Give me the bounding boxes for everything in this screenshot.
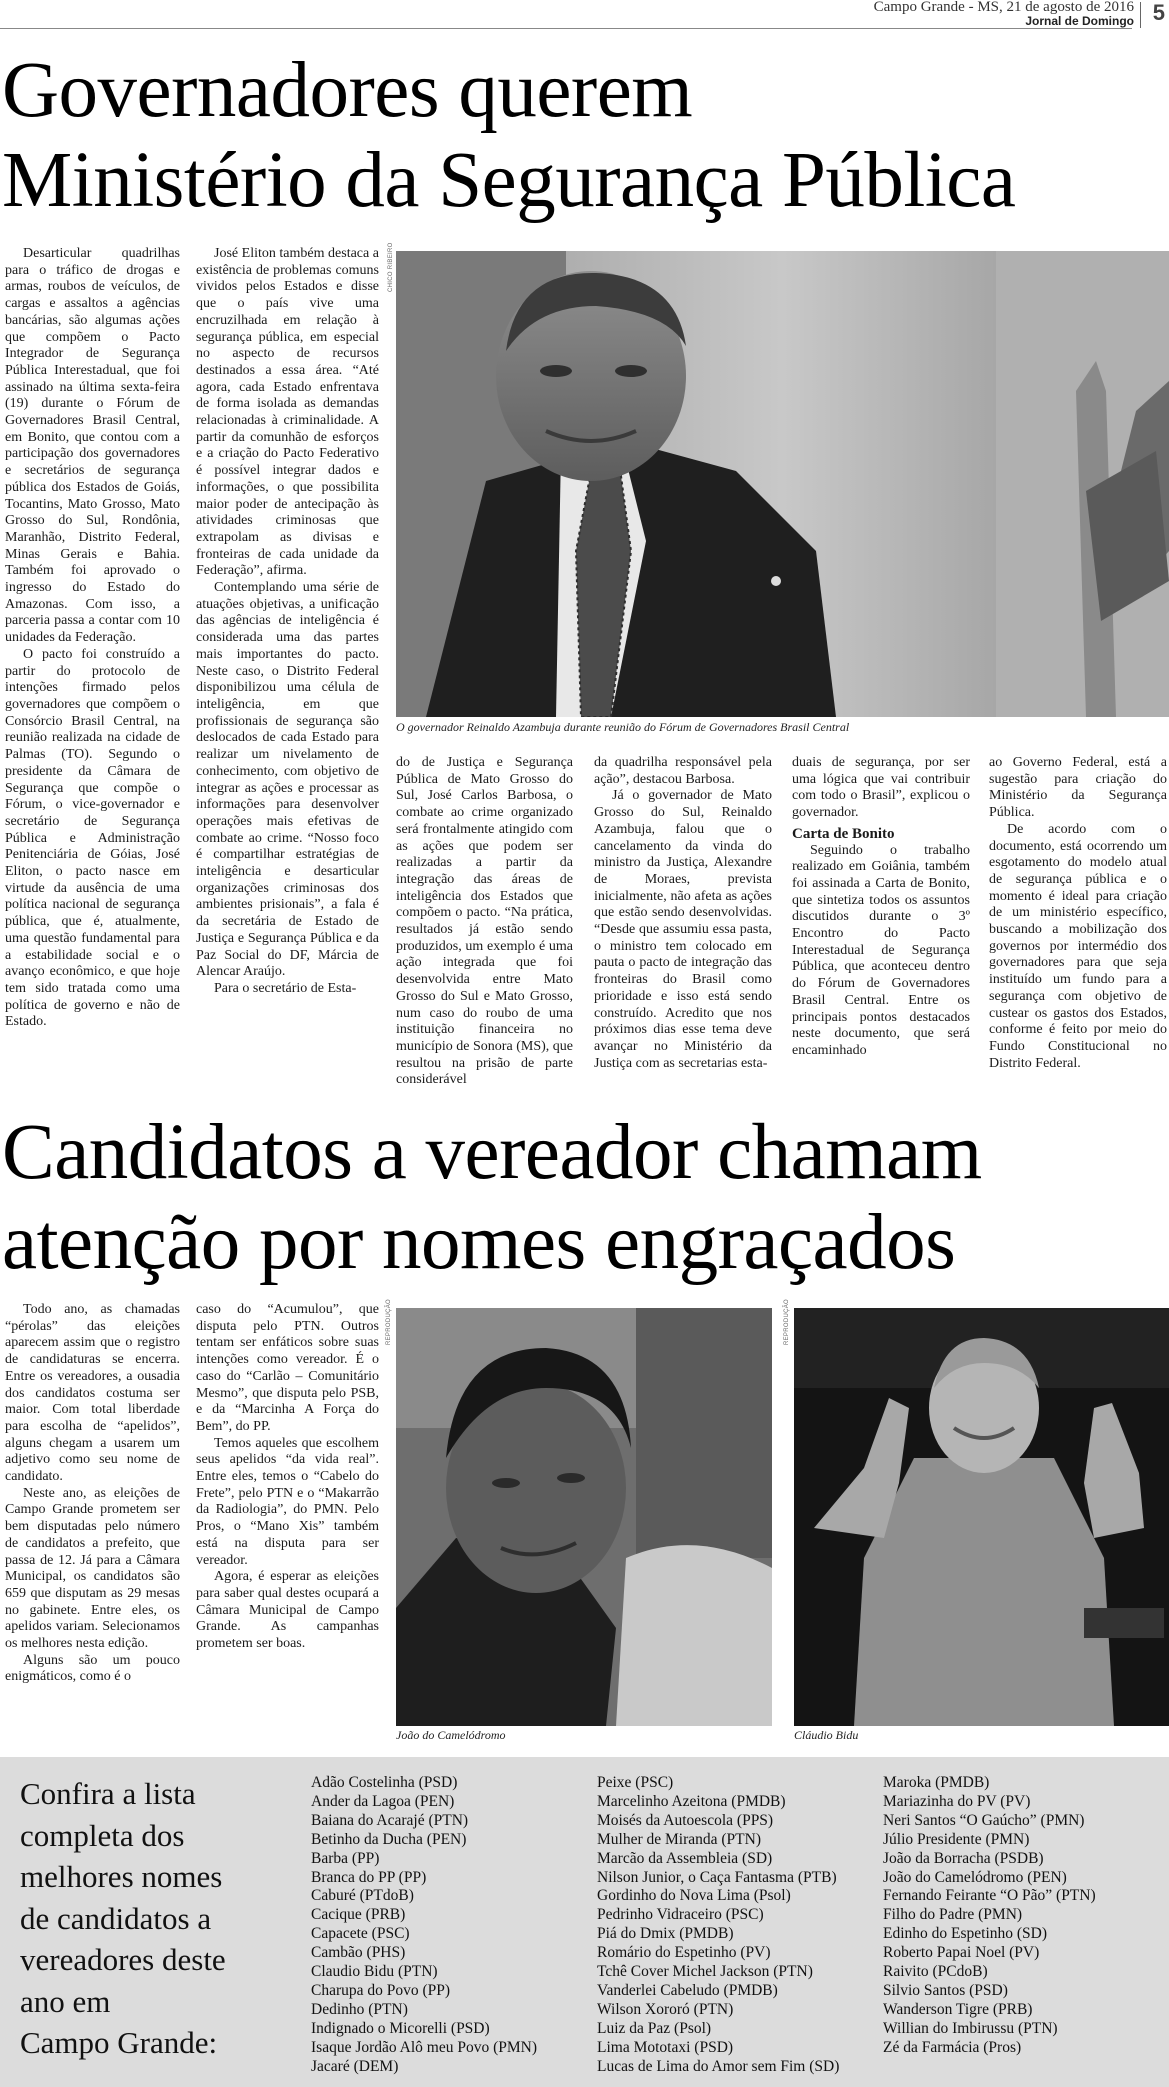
page-number-divider (1140, 2, 1141, 28)
story2-headline-line1: Candidatos a vereador chamam (2, 1109, 982, 1196)
paragraph: do de Justiça e Segurança Pública de Mato Grosso do Sul, José Carlos Barbosa, o combate ao crime organizado será frontalmente atingido com as ações que podem ser realizadas a partir da integração das áreas de inteligência dos Estados que compõem o pacto. “Na prática, resultados já estão sendo produzidos, um exemplo é uma ação integrada que foi desenvolvida entre Mato Grosso do Sul e Mato Grosso, num caso do roubo de uma instituição financeira no município de Sonora (MS), que resultou na prisão de parte considerável (396, 755, 573, 1088)
candidate-list-item: Zé da Farmácia (Pros) (883, 2038, 1022, 2056)
candidate-list-item: Ander da Lagoa (PEN) (311, 1792, 455, 1810)
candidate-list-item: Capacete (PSC) (311, 1925, 410, 1943)
candidate-list-item: Piá do Dmix (PMDB) (597, 1925, 734, 1943)
story2-column-1 (5, 1302, 180, 1686)
candidate-list-item: Willian do Imbirussu (PTN) (883, 2019, 1058, 2037)
paragraph: duais de segurança, por ser uma lógica que vai contribuir com todo o Brasil”, explicou o governador. (792, 755, 970, 821)
candidate-list-item: Nilson Junior, o Caça Fantasma (PTB) (597, 1868, 837, 1886)
candidate-list-item: Wanderson Tigre (PRB) (883, 2000, 1033, 2018)
candidate-list-item: João da Borracha (PSDB) (883, 1849, 1044, 1867)
story2-photo2-credit: REPRODUÇÃO (784, 1298, 790, 1345)
list-intro-line: ano em (20, 1983, 111, 2019)
candidate-list-item: Mariazinha do PV (PV) (883, 1792, 1031, 1810)
story1-headline-line2: Ministério da Segurança Pública (2, 137, 1016, 224)
paragraph: Seguindo o trabalho realizado em Goiânia, também foi assinada a Carta de Bonito, que sintetiza todos os assuntos discutidos durante o 3º Encontro do Pacto Interestadual de Segurança Pública, que aconteceu dentro do Fórum de Governadores Brasil Central. Entre os principais pontos destacados neste documento, que será encaminhado (792, 842, 970, 1058)
paragraph: De acordo com o documento, está ocorrendo um esgotamento do modelo atual de segurança pública e o momento é ideal para criação de um ministério específico, buscando a mobilização dos governos por intermédio dos governadores para que seja instituído um fundo para a segurança com objetivo de custear os gastos dos Estados, conforme é feito por meio do Fundo Constitucional no Distrito Federal. (989, 821, 1167, 1071)
candidate-list-item: Tchê Cover Michel Jackson (PTN) (597, 1963, 813, 1981)
paragraph: da quadrilha responsável pela ação”, destacou Barbosa. (594, 755, 772, 787)
candidate-list-item: Filho do Padre (PMN) (883, 1906, 1023, 1924)
paragraph: Desarticular quadrilhas para o tráfico de drogas e armas, roubos de veículos, de cargas e assaltos a agências bancárias, são algumas ações que compõem o Pacto Integrador de Segurança Pública Interestadual, que foi assinado na última sexta-feira (19) durante o Fórum de Governadores Brasil Central, em Bonito, que contou com a participação dos governadores e secretários de segurança pública dos Estados de Goiás, Tocantins, Mato Grosso, Mato Grosso do Sul, Rondônia, Maranhão, Distrito Federal, Minas Gerais e Bahia. Também foi aprovado o ingresso do Estado do Amazonas. Com isso, a parceria passa a contar com 10 unidades da Federação. (5, 246, 180, 646)
story1-column-3 (396, 755, 573, 1089)
paragraph: O pacto foi construído a partir do protocolo de intenções firmado pelos governadores que compõem o Consórcio Brasil Central, na reunião realizada na cidade de Palmas (TO). Segundo o presidente da Câmara de Segurança que compõe o Fórum, o vice-governador e secretário de Segurança Pública e Administração Penitenciária de Góias, José Eliton, o pacto nasce em virtude da ausência de uma política nacional de segurança pública, que é, atualmente, uma questão fundamental para a estabilidade social e o avanço econômico, e que hoje tem sido tratada como uma política de governo e não de Estado. (5, 646, 180, 1030)
list-intro-line: de candidatos a (20, 1900, 212, 1936)
candidate-list-item: Barba (PP) (311, 1849, 380, 1867)
story2-column-2 (196, 1302, 379, 1653)
candidate-list-item: Romário do Espetinho (PV) (597, 1944, 771, 1962)
candidate-list-item: Maroka (PMDB) (883, 1774, 990, 1791)
story1-column-6 (989, 755, 1167, 1072)
claudio-bidu-photo (794, 1308, 1169, 1726)
story1-headline (2, 46, 1162, 226)
paragraph: Para o secretário de Esta- (214, 980, 357, 996)
story2-headline-line2: atenção por nomes engraçados (2, 1199, 956, 1286)
story2-photo1-caption: João do Camelódromo (396, 1728, 506, 1742)
candidate-list-item: Mulher de Miranda (PTN) (597, 1830, 761, 1848)
story1-column-4 (594, 755, 772, 1072)
candidate-list-item: Indignado o Micorelli (PSD) (311, 2019, 490, 2037)
paragraph: ao Governo Federal, está a sugestão para criação do Ministério da Segurança Pública. (989, 755, 1167, 821)
page-number: 5 (1152, 0, 1165, 25)
story2-headline (2, 1108, 1162, 1288)
candidate-list-item: Jacaré (DEM) (311, 2057, 399, 2075)
story1-photo-caption: O governador Reinaldo Azambuja durante reunião do Fórum de Governadores Brasil Central (396, 720, 850, 734)
candidate-list-item: Neri Santos “O Gaúcho” (PMN) (883, 1811, 1085, 1829)
story2-photo1-credit: REPRODUÇÃO (386, 1298, 392, 1345)
joao-photo-image (396, 1308, 772, 1726)
candidate-list-item: Isaque Jordão Alô meu Povo (PMN) (311, 2038, 538, 2056)
story1-photo-credit: CHICO RIBEIRO (388, 242, 394, 292)
list-intro-line: vereadores deste (20, 1942, 226, 1977)
candidates-list-box (0, 1757, 1169, 2087)
candidate-list-item: Moisés da Autoescola (PPS) (597, 1811, 774, 1829)
paragraph: Alguns são um pouco enigmáticos, como é o (5, 1652, 180, 1685)
candidate-list-item: Edinho do Espetinho (SD) (883, 1925, 1048, 1943)
dateline: Campo Grande - MS, 21 de agosto de 2016 (873, 0, 1134, 15)
joao-do-camelodromo-photo (396, 1308, 772, 1726)
paragraph: Já o governador de Mato Grosso do Sul, Reinaldo Azambuja, falou que o cancelamento da vinda do ministro da Justiça, Alexandre de Moraes, prevista inicialmente, não afeta as ações que estão sendo desenvolvidas. “Desde que assumiu essa pasta, o ministro tem colocado em pauta o pacto de integração das fronteiras do Brasil como prioridade e isso está sendo construído. Acredito que nos próximos dias esse tema deve avançar no Ministério da Justiça com as secretarias esta- (594, 788, 772, 1071)
candidate-list-item: Betinho da Ducha (PEN) (311, 1830, 467, 1848)
candidate-list-item: Raivito (PCdoB) (883, 1963, 988, 1981)
paragraph: Contemplando uma série de atuações objetivas, a unificação das agências de inteligência é considerada uma das partes mais importantes do pacto. Neste caso, o Distrito Federal disponibilizou uma célula de inteligência, em que profissionais de segurança são deslocados de cada Estado para realizar um nivelamento de conhecimento, com objetivo de integrar as ações e processar as informações para desenvolver operações mais efetivas de combate ao crime. “Nosso foco é compartilhar estratégias de inteligência e desarticular organizações criminosas dos ambientes prisionais”, a fala é da secretária de Estado de Justiça e Segurança Pública e da Paz Social do DF, Márcia de Alencar Araújo. (196, 580, 379, 980)
candidate-list-item: Claudio Bidu (PTN) (311, 1963, 438, 1981)
candidate-list-item: Cacique (PRB) (311, 1906, 406, 1924)
story1-headline-line1: Governadores querem (2, 47, 693, 134)
candidate-list-item: Wilson Xororó (PTN) (597, 2000, 734, 2018)
candidate-list-item: Vanderlei Cabeludo (PMDB) (597, 1981, 778, 1999)
claudio-photo-image (794, 1308, 1169, 1726)
story1-column-2 (196, 246, 379, 998)
candidate-list-item: Fernando Feirante “O Pão” (PTN) (883, 1887, 1096, 1905)
list-intro-line: Confira a lista (20, 1776, 196, 1811)
story2-photo2-caption: Cláudio Bidu (794, 1728, 859, 1742)
candidates-list-column-3 (883, 1774, 1169, 2058)
newspaper-name: Jornal de Domingo (1025, 14, 1134, 28)
paragraph: Todo ano, as chamadas “pérolas” das eleições aparecem assim que o registro de candidaturas se encerra. Entre os vereadores, a ousadia dos candidatos costuma ser maior. Com total liberdade para escolha de “apelidos”, alguns chegam a usarem um adjetivo como seu nome de candidato. (5, 1302, 180, 1485)
paragraph: José Eliton também destaca a existência de problemas comuns vividos pelos Estados e disse que o país vive uma encruzilhada em relação à segurança pública, em especial no aspecto de recursos destinados a essa área. “Até agora, cada Estado enfrentava de forma isolada as demandas relacionadas à criminalidade. A partir da comunhão de esforços e a criação do Pacto Federativo é possível integrar dados e informações, o que possibilita maior poder de antecipação às atividades criminosas que extrapolam as divisas e fronteiras de cada unidade da Federação”, afirma. (196, 246, 379, 579)
candidate-list-item: Adão Costelinha (PSD) (311, 1774, 458, 1791)
story1-column-5 (792, 755, 970, 1060)
list-intro (20, 1773, 280, 2064)
candidate-list-item: Júlio Presidente (PMN) (883, 1830, 1030, 1848)
candidate-list-item: Cambão (PHS) (311, 1944, 406, 1962)
carta-de-bonito-subheading: Carta de Bonito (792, 825, 895, 842)
story1-column-1 (5, 246, 180, 1031)
list-intro-line: completa dos (20, 1817, 185, 1853)
paragraph: Neste ano, as eleições de Campo Grande prometem ser bem disputadas pelo número de candidatos a prefeito, que passa de 12. Já para a Câmara Municipal, os candidatos são 659 que disputam as 29 mesas no gabinete. Entre eles, os apelidos variam. Selecionamos os melhores nesta edição. (5, 1485, 180, 1652)
header-rule (0, 28, 1132, 29)
governor-photo (396, 251, 1169, 717)
governor-photo-image (396, 251, 1169, 717)
candidate-list-item: Gordinho do Nova Lima (Psol) (597, 1887, 791, 1905)
candidate-list-item: Marcão da Assembleia (SD) (597, 1849, 773, 1867)
candidate-list-item: Silvio Santos (PSD) (883, 1981, 1008, 1999)
list-intro-line: Campo Grande: (20, 2025, 218, 2060)
candidate-list-item: Roberto Papai Noel (PV) (883, 1944, 1040, 1962)
candidates-list-column-2 (597, 1774, 887, 2077)
candidate-list-item: Luiz da Paz (Psol) (597, 2019, 712, 2037)
list-intro-line: melhores nomes (20, 1859, 223, 1894)
candidate-list-item: Lima Mototaxi (PSD) (597, 2038, 734, 2056)
candidate-list-item: Peixe (PSC) (597, 1774, 674, 1791)
paragraph: caso do “Acumulou”, que disputa pelo PTN. Outros tentam ser enfáticos sobre suas intenções como vereador. É o caso do “Carlão – Comunitário Mesmo”, que disputa pelo PSB, e da “Marcinha A Força do Bem”, do PP. (196, 1302, 379, 1434)
candidate-list-item: Dedinho (PTN) (311, 2000, 408, 2018)
candidate-list-item: Baiana do Acarajé (PTN) (311, 1811, 469, 1829)
candidate-list-item: Branca do PP (PP) (311, 1868, 427, 1886)
candidates-list-column-1 (311, 1774, 601, 2077)
candidate-list-item: Marcelinho Azeitona (PMDB) (597, 1792, 786, 1810)
candidate-list-item: Caburé (PTdoB) (311, 1887, 414, 1905)
page-header (0, 0, 1169, 30)
candidate-list-item: João do Camelódromo (PEN) (883, 1868, 1067, 1886)
candidate-list-item: Pedrinho Vidraceiro (PSC) (597, 1906, 764, 1924)
paragraph: Temos aqueles que escolhem seus apelidos “da vida real”. Entre eles, temos o “Cabelo do Frete”, pelo PTN e o “Makarrão da Radiologia”, do PMN. Pelo Pros, o “Mano Xis” também está na disputa para ser vereador. (196, 1435, 379, 1568)
candidate-list-item: Lucas de Lima do Amor sem Fim (SD) (597, 2057, 840, 2075)
paragraph: Agora, é esperar as eleições para saber qual destes ocupará a Câmara Municipal de Campo Grande. As campanhas prometem ser boas. (196, 1569, 379, 1652)
candidate-list-item: Charupa do Povo (PP) (311, 1981, 451, 1999)
